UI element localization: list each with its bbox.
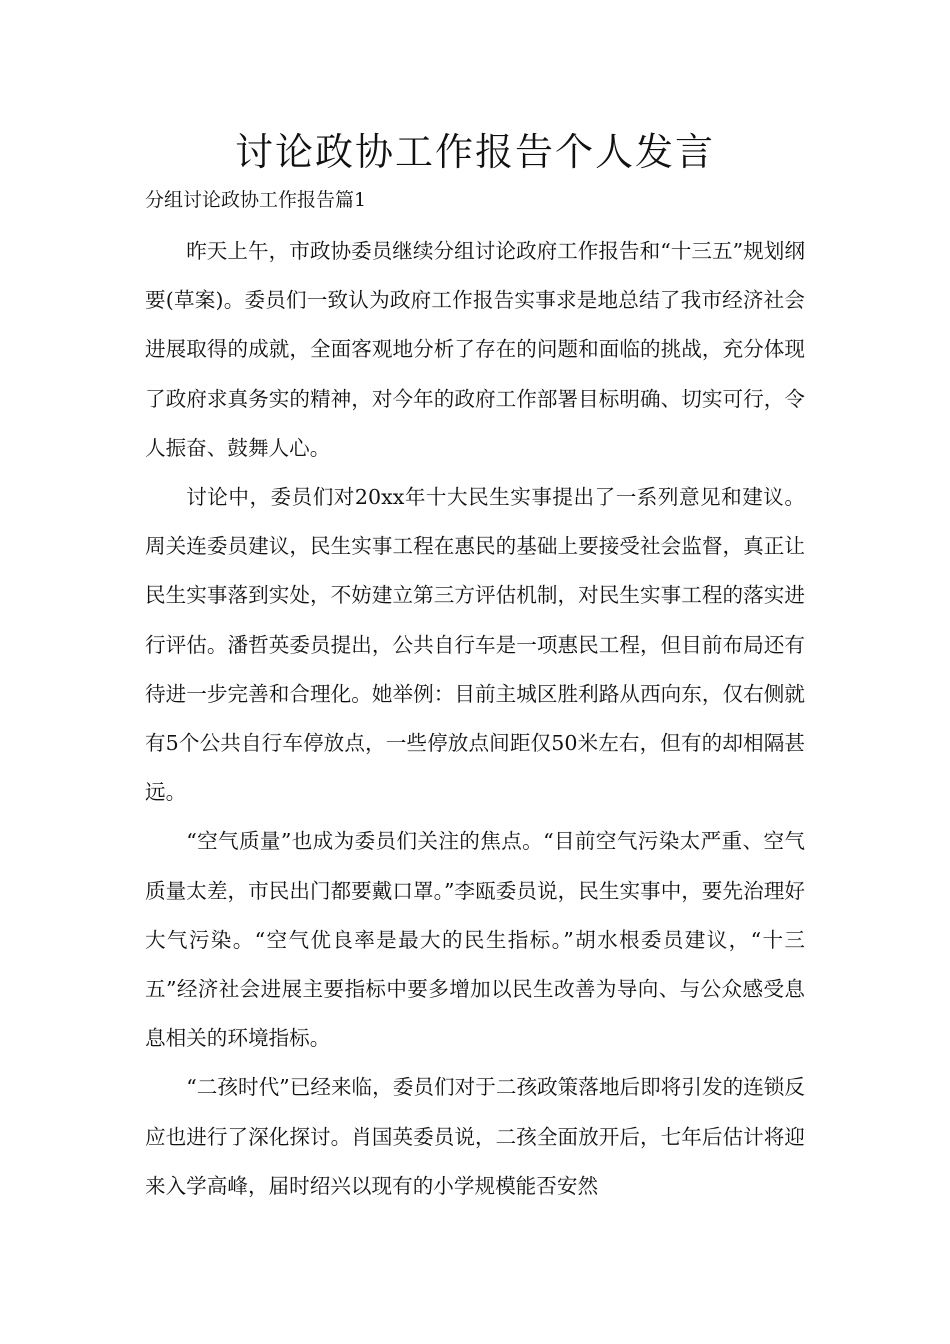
paragraph: 讨论中，委员们对20xx年十大民生实事提出了一系列意见和建议。周关连委员建议，民生实事工程在惠民的基础上要接受社会监督，真正让民生实事落到实处，不妨建立第三方评估机制，对民生实事工程的落实进行评估。潘哲英委员提出，公共自行车是一项惠民工程，但目前布局还有待进一步完善和合理化。她举例：目前主城区胜利路从西向东，仅右侧就有5个公共自行车停放点，一些停放点间距仅50米左右，但有的却相隔甚远。 bbox=[145, 485, 805, 805]
paragraph: 昨天上午，市政协委员继续分组讨论政府工作报告和“十三五”规划纲要(草案)。委员们一致认为政府工作报告实事求是地总结了我市经济社会进展取得的成就，全面客观地分析了存在的问题和面临的挑战，充分体现了政府求真务实的精神，对今年的政府工作部署目标明确、切实可行，令人振奋、鼓舞人心。 bbox=[145, 239, 805, 460]
section-heading: 分组讨论政协工作报告篇1 bbox=[145, 189, 367, 211]
paragraph: “二孩时代”已经来临，委员们对于二孩政策落地后即将引发的连锁反应也进行了深化探讨。肖国英委员说，二孩全面放开后，七年后估计将迎来入学高峰，届时绍兴以现有的小学规模能否安然 bbox=[145, 1075, 805, 1198]
document-title: 讨论政协工作报告个人发言 bbox=[234, 130, 715, 174]
paragraph: “空气质量”也成为委员们关注的焦点。“目前空气污染太严重、空气质量太差，市民出门都要戴口罩。”李瓯委员说，民生实事中，要先治理好大气污染。“空气优良率是最大的民生指标。”胡水根委员建议，“十三五”经济社会进展主要指标中要多增加以民生改善为导向、与公众感受息息相关的环境指标。 bbox=[145, 829, 805, 1051]
document-body bbox=[145, 227, 805, 1211]
